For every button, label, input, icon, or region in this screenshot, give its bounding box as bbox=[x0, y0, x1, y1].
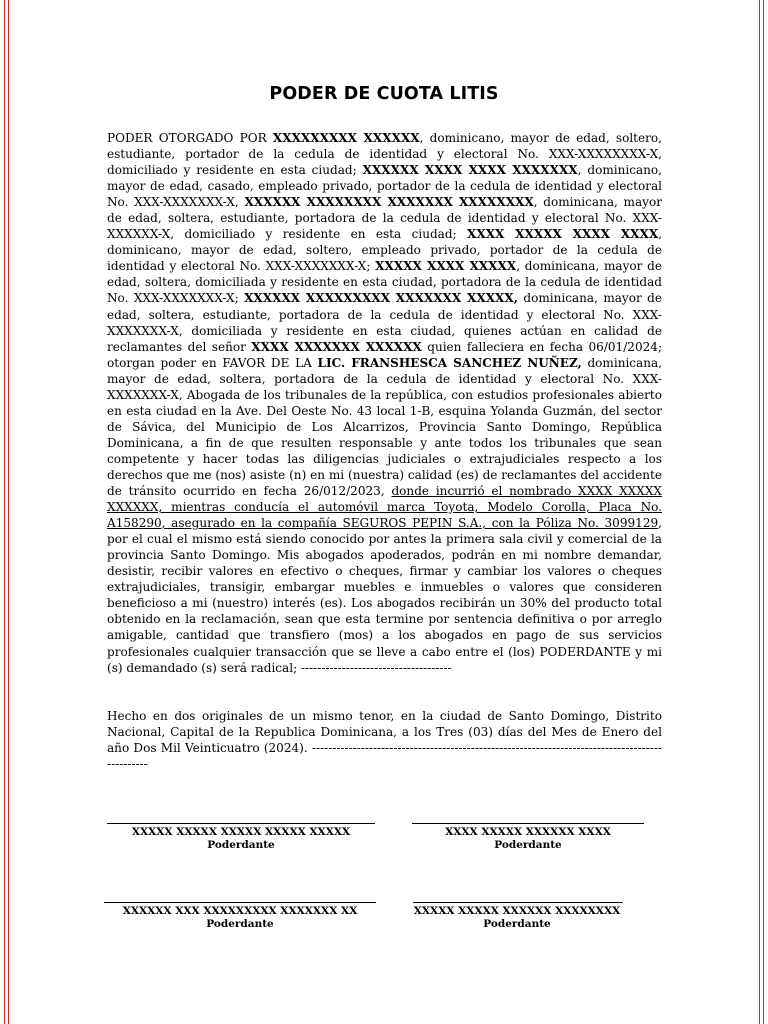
bold-run: XXXX XXXXXXX XXXXXX bbox=[251, 339, 422, 354]
signature-block bbox=[412, 823, 644, 855]
bold-run: XXXXXX XXXXXXXX XXXXXXX XXXXXXXX bbox=[244, 195, 534, 210]
bold-run: LIC. FRANSHESCA SANCHEZ NUÑEZ, bbox=[317, 355, 582, 370]
text-run: Hecho en dos originales de un mismo tenor, en la ciudad de Santo Domingo, Distrito Nacional, Capital de la Republica Dominicana, a los Tres (03) días del Mes de Enero del año Dos Mil Veinticuatro (2024). ------------------------------------------------------------------------------------------------ bbox=[107, 709, 662, 772]
signature-line bbox=[104, 902, 376, 903]
bold-run: XXXXX XXXX XXXXX bbox=[375, 259, 517, 274]
right-margin-rule-outer bbox=[763, 0, 764, 1024]
text-run: quien falleciera en fecha 06/01/2024; otorgan poder en FAVOR DE LA bbox=[107, 339, 662, 370]
text-run: , dominicano, mayor de edad, casado, empleado privado, portador de la cedula de identidad y electoral No. XXX-XXXXXXX-X, bbox=[107, 163, 662, 210]
bold-run: XXXXXX XXXX XXXX XXXXXXX bbox=[362, 163, 578, 178]
text-run: , por el cual el mismo está siendo conocido por antes la primera sala civil y comercial de la provincia Santo Domingo. Mis abogados apoderados, podrán en mi nombre demandar, desistir, recibir valores en efectivo o cheques, firmar y cambiar los valores o cheques extrajudiciales, transigir, embargar muebles e inmuebles o valores que consideren beneficioso a mi (nuestro) interés (es). Los abogados recibirán un 30% del producto total obtenido en la reclamación, sean que esta termine por sentencia definitiva o por arreglo amigable, cantidad que transfiero (mos) a los abogados en pago de sus servicios profesionales cualquier transacción que se lleve a cabo entre el (los) PODERDANTE y mi (s) demandado (s) será radical; ------------------------------------- bbox=[107, 516, 662, 675]
text-run: , dominicano, mayor de edad, soltero, empleado privado, portador de la cedula de identidad y electoral No. XXX-XXXXXXX-X; bbox=[107, 227, 663, 274]
signatory-name: XXXXX XXXXX XXXXXX XXXXXXXX bbox=[413, 905, 621, 917]
signature-line bbox=[413, 902, 623, 903]
signatory-role: Poderdante bbox=[206, 918, 274, 930]
signature-block bbox=[107, 823, 375, 855]
signatory-role: Poderdante bbox=[483, 918, 551, 930]
body-paragraph-power bbox=[107, 130, 662, 676]
body-paragraph-closing bbox=[107, 708, 662, 772]
document-title: PODER DE CUOTA LITIS bbox=[269, 84, 499, 104]
left-margin-rule-inner bbox=[8, 0, 9, 1024]
underlined-run: donde incurrió el nombrado XXXX XXXXX XXXXXX, mientras conducía el automóvil marca Toyota, Modelo Corolla, Placa No. A158290, asegurado en la compañía SEGUROS PEPIN S.A., con la Póliza No. 3099129 bbox=[107, 484, 662, 531]
signatory-role: Poderdante bbox=[207, 839, 275, 851]
bold-run: XXXXXXXXX XXXXXX bbox=[272, 131, 420, 145]
bold-run: XXXXXX XXXXXXXXX XXXXXXX XXXXX, bbox=[244, 291, 518, 306]
signature-block bbox=[405, 902, 629, 934]
left-margin-rule-outer bbox=[4, 0, 5, 1024]
signature-block bbox=[104, 902, 376, 934]
text-run: , dominicana, mayor de edad, soltera, estudiante, portadora de la cedula de identidad y electoral No. XXX-XXXXXX-X, domiciliado y residente en esta ciudad; bbox=[107, 195, 662, 242]
text-run: , dominicana, mayor de edad, soltera, domiciliada y residente en esta ciudad, portadora de la cedula de identidad No. XXX-XXXXXXX-X; bbox=[107, 259, 662, 306]
text-run: dominicana, mayor de edad, soltera, portadora de la cedula de identidad y electoral No. XXX-XXXXXXX-X, Abogada de los tribunales de la república, con estudios profesionales abierto en esta ciudad en la Ave. Del Oeste No. 43 local 1-B, esquina Yolanda Guzmán, del sector de Sávica, del Municipio de Los Alcarrizos, Provincia Santo Domingo, República Dominicana, a fin de que resulten responsable y ante todos los tribunales que sean competente y hacer todas las diligencias judiciales o extrajudiciales respecto a los derechos que me (nos) asiste (n) en mi (nuestra) calidad (es) de reclamantes del accidente de tránsito ocurrido en fecha 26/012/2023, bbox=[107, 355, 663, 499]
signature-line bbox=[107, 823, 375, 824]
signatory-role: Poderdante bbox=[494, 839, 562, 851]
signatory-name: XXXXXX XXX XXXXXXXXX XXXXXXX XX bbox=[122, 905, 358, 917]
signature-line bbox=[412, 823, 644, 824]
bold-run: XXXX XXXXX XXXX XXXX bbox=[467, 227, 659, 242]
signatory-name: XXXX XXXXX XXXXXX XXXX bbox=[445, 826, 611, 838]
right-margin-rule-inner bbox=[759, 0, 760, 1024]
text-run: dominicana, mayor de edad, soltera, estudiante, portadora de la cedula de identidad y electoral No. XXX-XXXXXXX-X, domiciliada y residente en esta ciudad, quienes actúan en calidad de reclamantes del señor bbox=[107, 291, 662, 354]
text-run: PODER OTORGADO POR bbox=[107, 131, 273, 145]
text-run: , dominicano, mayor de edad, soltero, estudiante, portador de la cedula de identidad y electoral No. XXX-XXXXXXXX-X, domiciliado y residente en esta ciudad; bbox=[107, 131, 662, 178]
signatory-name: XXXXX XXXXX XXXXX XXXXX XXXXX bbox=[131, 826, 351, 838]
